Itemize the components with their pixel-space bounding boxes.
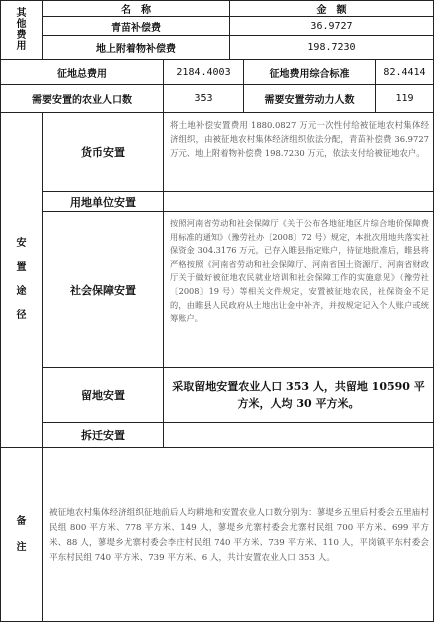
remarks-label: 备 注 bbox=[1, 448, 43, 622]
unit-standard-label: 征地费用综合标准 bbox=[244, 60, 376, 85]
labor-population-label: 需要安置劳动力人数 bbox=[244, 85, 376, 113]
monetary-resettlement-text: 将土地补偿安置费用 1880.0827 万元一次性付给被征地农村集体经济组织，由被征地农村集体经济组织依法分配，青苗补偿费 36.9727 万元、地上附着物补偿费 198.7230 万元，依法支付给被征地农户。 bbox=[164, 113, 434, 192]
social-security-text: 按照河南省劳动和社会保障厅《关于公布各地征地区片综合地价保障费用标准的通知》（豫劳社办〔2008〕72 号）规定，本批次用地共落实社保资金 304.3176 万元，已存入睢县指定账户，待征地批准后，睢县将严格按照《河南省劳动和社会保障厅、河南省国土资源厅、河南省财政厅关于做好被征地农民就业培训和社会保障工作的实施意见》（豫劳社〔2008〕19 号）等相关文件规定，安置被征地农民，社保资金不足的，由睢县人民政府从土地出让金中补齐，并按规定记入个人账户或统筹账户。 bbox=[164, 212, 434, 368]
other-fees-label: 其 他 费 用 bbox=[1, 1, 43, 60]
land-fee-total-label: 征地总费用 bbox=[1, 60, 164, 85]
unit-standard-value: 82.4414 bbox=[376, 60, 434, 85]
monetary-resettlement-label: 货币安置 bbox=[43, 113, 164, 192]
amount-column-header: 金 额 bbox=[230, 1, 434, 17]
seedling-fee-value: 36.9727 bbox=[230, 17, 434, 36]
land-fee-total-value: 2184.4003 bbox=[164, 60, 244, 85]
remarks-text: 被征地农村集体经济组织征地前后人均耕地和安置农业人口数分别为：蓼堤乡五里后村委会五里庙村民组 800 平方米、778 平方米、149 人，蓼堤乡尤寨村委会尤寨村民组 700 平方米、699 平方米、88 人，蓼堤乡尤寨村委会李庄村民组 740 平方米、739 平方米、110 人，平岗镇平东村委会平东村民组 740 平方米、739 平方米、6 人，共计安置农业人口 353 人。 bbox=[43, 448, 434, 622]
attachment-fee-value: 198.7230 bbox=[230, 36, 434, 60]
attachment-fee-label: 地上附着物补偿费 bbox=[43, 36, 230, 60]
farm-population-label: 需要安置的农业人口数 bbox=[1, 85, 164, 113]
social-security-label: 社会保障安置 bbox=[43, 212, 164, 368]
farm-population-value: 353 bbox=[164, 85, 244, 113]
relocation-label: 拆迁安置 bbox=[43, 423, 164, 448]
employer-resettlement-label: 用地单位安置 bbox=[43, 192, 164, 212]
resettlement-label: 安 置 途 径 bbox=[1, 113, 43, 448]
labor-population-value: 119 bbox=[376, 85, 434, 113]
name-column-header: 名 称 bbox=[43, 1, 230, 17]
relocation-value bbox=[164, 423, 434, 448]
reserved-land-label: 留地安置 bbox=[43, 368, 164, 423]
employer-resettlement-value bbox=[164, 192, 434, 212]
reserved-land-text: 采取留地安置农业人口 353 人，共留地 10590 平方米，人均 30 平方米。 bbox=[164, 368, 434, 423]
seedling-fee-label: 青苗补偿费 bbox=[43, 17, 230, 36]
